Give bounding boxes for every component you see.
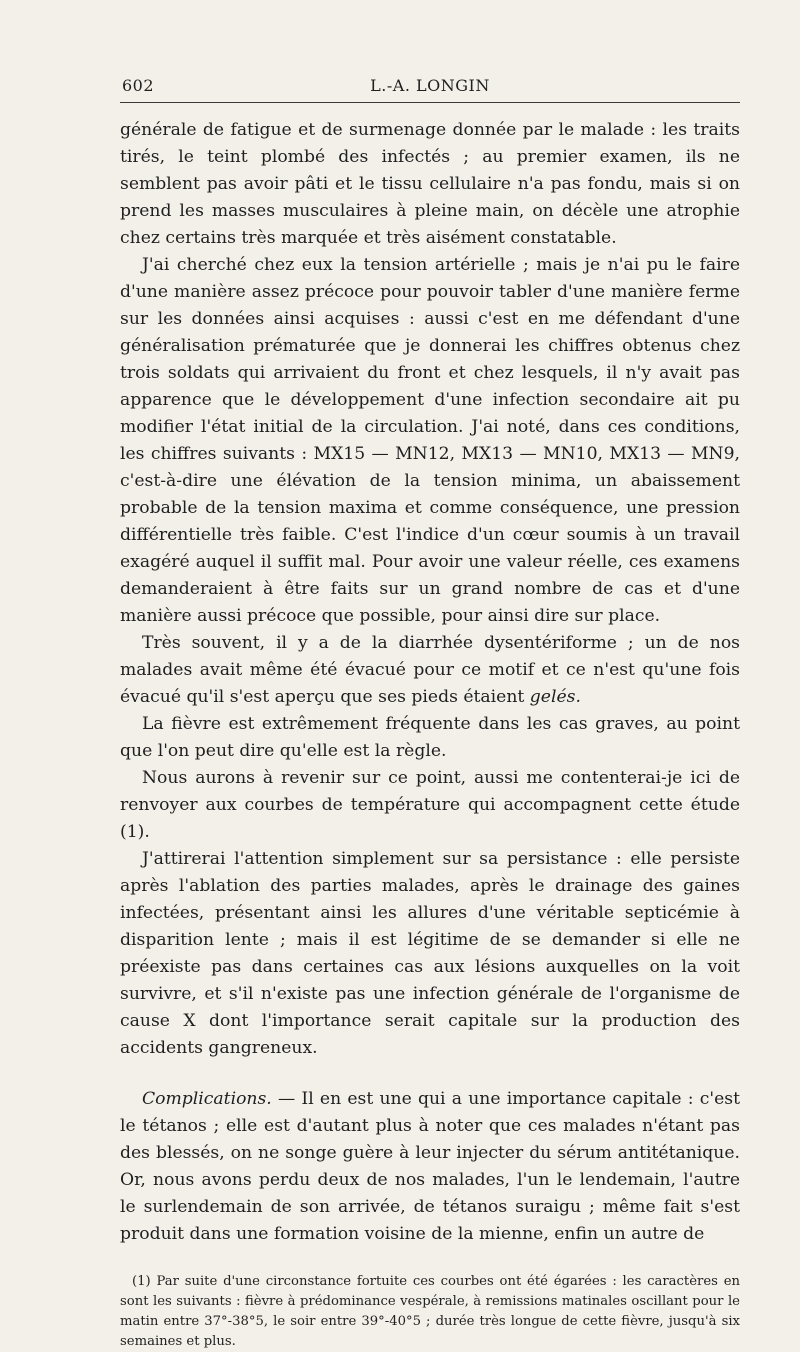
section-gap: [120, 1062, 740, 1086]
section-dash: —: [278, 1089, 296, 1109]
paragraph: J'ai cherché chez eux la tension artérielle ; mais je n'ai pu le faire d'une manière assez précoce pour pouvoir tabler d'une manière ferme sur les données ainsi acquises : aussi c'est en me défendant d'une généralisation prématurée que je donnerai les chiffres obtenus chez trois soldats qui arrivaient du front et chez lesquels, il n'y avait pas apparence que le développement d'une infection secondaire ait pu modifier l'état initial de la circulation. J'ai noté, dans ces conditions, les chiffres suivants : MX15 — MN12, MX13 — MN10, MX13 — MN9, c'est-à-dire une élévation de la tension minima, un abaissement probable de la tension maxima et comme conséquence, une pression différentielle très faible. C'est l'indice d'un cœur soumis à un travail exagéré auquel il suffit mal. Pour avoir une valeur réelle, ces examens demanderaient à être faits sur un grand nombre de cas et d'une manière aussi précoce que possible, pour ainsi dire sur place.: [120, 255, 740, 626]
section-heading: Complications.: [142, 1089, 272, 1109]
footnote: [120, 1272, 740, 1352]
paragraph: Nous aurons à revenir sur ce point, aussi me contenterai-je ici de renvoyer aux courbes de température qui accompagnent cette étude (1).: [120, 768, 740, 842]
paragraph-text: Très souvent, il y a de la diarrhée dysentériforme ; un de nos malades avait même été évacué pour ce motif et ce n'est qu'une fois évacué qu'il s'est aperçu que ses pieds étaient: [120, 633, 740, 707]
paragraph: La fièvre est extrêmement fréquente dans les cas graves, au point que l'on peut dire qu'elle est la règle.: [120, 714, 740, 761]
running-header: [120, 70, 740, 103]
paragraph-text: Il en est une qui a une importance capitale : c'est le tétanos ; elle est d'autant plus à noter que ces malades n'étant pas des blessés, on ne songe guère à leur injecter du sérum antitétanique. Or, nous avons perdu deux de nos malades, l'un le lendemain, l'autre le surlendemain de son arrivée, de tétanos suraigu ; même fait s'est produit dans une formation voisine de la mienne, enfin un autre de: [120, 1089, 740, 1244]
paragraph: [120, 1086, 740, 1248]
paragraph: [120, 630, 740, 711]
page-number: 602: [122, 76, 155, 95]
paragraph: J'attirerai l'attention simplement sur sa persistance : elle persiste après l'ablation des parties malades, après le drainage des gaines infectées, présentant ainsi les allures d'une véritable septicémie à disparition lente ; mais il est légitime de se demander si elle ne préexiste pas dans certaines cas aux lésions auxquelles on la voit survivre, et s'il n'existe pas une infection générale de l'organisme de cause X dont l'importance serait capitale sur la production des accidents gangreneux.: [120, 849, 740, 1058]
running-title: L.-A. LONGIN: [370, 76, 490, 95]
footnote-text: (1) Par suite d'une circonstance fortuite ces courbes ont été égarées : les caractères en sont les suivants : fièvre à prédominance vespérale, à remissions matinales oscillant pour le matin entre 37°-38°5, le soir entre 39°-40°5 ; durée très longue de cette fièvre, jusqu'à six semaines et plus.: [120, 1274, 740, 1349]
body-text: [120, 117, 740, 1248]
page: [120, 70, 740, 1352]
paragraph: générale de fatigue et de surmenage donnée par le malade : les traits tirés, le teint plombé des infectés ; au premier examen, ils ne semblent pas avoir pâti et le tissu cellulaire n'a pas fondu, mais si on prend les masses musculaires à pleine main, on décèle une atrophie chez certains très marquée et très aisément constatable.: [120, 120, 740, 248]
emphasis-word: gelés.: [529, 687, 581, 707]
